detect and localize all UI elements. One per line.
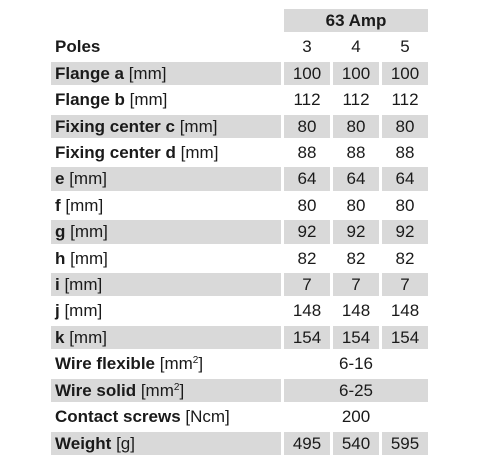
row-unit: [mm]: [60, 195, 104, 215]
row-label-cell: [51, 247, 281, 270]
row-label: i: [55, 275, 60, 295]
table-row: [51, 167, 428, 190]
table-cell: 88: [346, 143, 366, 163]
table-row: [51, 62, 428, 85]
table-cell: 80: [333, 115, 379, 138]
table-row: [51, 273, 428, 296]
row-label-cell: [51, 432, 281, 455]
table-row: [51, 194, 428, 217]
table-cell: 82: [297, 248, 317, 268]
table-row: [51, 432, 428, 455]
table-row: [51, 88, 428, 111]
row-unit: [mm]: [59, 301, 103, 321]
table-cell: 540: [333, 432, 379, 455]
table-row: [51, 141, 428, 164]
row-label-cell: [51, 326, 281, 349]
header-title: 63 Amp: [284, 9, 428, 32]
table-row: [51, 115, 428, 138]
table-cell: 154: [333, 326, 379, 349]
table-cell: 7: [284, 273, 330, 296]
table-cell: 4: [351, 37, 361, 57]
row-unit-superscript: 2: [173, 381, 180, 393]
row-label-cell: [51, 352, 281, 375]
table-row: [51, 220, 428, 243]
table-cell: 100: [284, 62, 330, 85]
table-cell: 7: [382, 273, 428, 296]
table-row: [51, 352, 428, 375]
row-label: f: [55, 195, 61, 215]
table-cell: 148: [390, 301, 420, 321]
table-cell: 82: [395, 248, 415, 268]
table-cell-merged: 6-16: [338, 354, 374, 374]
row-unit: [mm]: [174, 116, 218, 136]
table-cell: 64: [382, 167, 428, 190]
table-cell-merged: 6-25: [284, 379, 428, 402]
row-unit: [g]: [111, 433, 135, 453]
table-cell: 100: [382, 62, 428, 85]
row-label-cell: [51, 167, 281, 190]
row-unit: [mm]: [64, 327, 107, 347]
table-cell: 88: [395, 143, 415, 163]
table-cell: 7: [333, 273, 379, 296]
table-cell: 64: [284, 167, 330, 190]
table-cell: 92: [333, 220, 379, 243]
table-cell: 112: [293, 90, 321, 110]
header-blank-cell: [51, 9, 281, 32]
row-unit-superscript: 2: [192, 355, 199, 367]
row-unit: [mm]: [175, 143, 219, 163]
row-label: e: [55, 169, 65, 189]
row-unit: [mm]: [123, 63, 167, 83]
table-cell: 92: [382, 220, 428, 243]
row-unit-end: ]: [198, 354, 204, 374]
row-label: h: [55, 248, 66, 268]
row-label: Fixing center c: [55, 116, 175, 136]
table-cell: 88: [297, 143, 317, 163]
table-cell: 64: [333, 167, 379, 190]
row-label-cell: [51, 141, 281, 164]
table-row: [51, 35, 428, 58]
row-label: Poles: [55, 37, 101, 57]
row-label-cell: [51, 299, 281, 322]
table-cell: 82: [346, 248, 366, 268]
table-cell: 80: [382, 115, 428, 138]
row-label-cell: [51, 273, 281, 296]
table-cell: 80: [297, 195, 317, 215]
table-cell: 148: [341, 301, 371, 321]
row-label: Fixing center d: [55, 143, 176, 163]
table-cell: 3: [302, 37, 312, 57]
row-label: g: [55, 222, 66, 242]
row-label-cell: [51, 115, 281, 138]
row-label: j: [55, 301, 60, 321]
row-label: Weight: [55, 433, 112, 453]
table-cell: 112: [342, 90, 370, 110]
row-label: Flange b: [55, 90, 125, 110]
table-cell: 154: [382, 326, 428, 349]
row-label-cell: [51, 62, 281, 85]
table-row: [51, 379, 428, 402]
table-cell: 495: [284, 432, 330, 455]
table-cell: 154: [284, 326, 330, 349]
row-label-cell: [51, 220, 281, 243]
row-label-cell: [51, 35, 281, 58]
row-label-cell: [51, 379, 281, 402]
table-cell-merged: 200: [341, 407, 371, 427]
row-unit: [mm: [155, 354, 193, 374]
row-unit: [Ncm]: [180, 407, 230, 427]
row-label: k: [55, 327, 65, 347]
table-cell: 595: [382, 432, 428, 455]
row-unit: [mm]: [65, 248, 108, 268]
row-unit: [mm]: [64, 169, 107, 189]
table-cell: 148: [292, 301, 322, 321]
spec-table: [48, 6, 431, 458]
row-unit: [mm: [136, 380, 174, 400]
row-unit: [mm]: [124, 90, 168, 110]
table-cell: 80: [395, 195, 415, 215]
table-cell: 80: [284, 115, 330, 138]
table-row: [51, 247, 428, 270]
table-cell: 92: [284, 220, 330, 243]
table-cell: 80: [346, 195, 366, 215]
row-label-cell: [51, 405, 281, 428]
row-label: Wire flexible: [55, 354, 155, 374]
row-unit-end: ]: [179, 380, 185, 400]
row-unit: [mm]: [59, 275, 103, 295]
table-row: [51, 326, 428, 349]
row-label-cell: [51, 88, 281, 111]
table-header-row: [51, 9, 428, 32]
table-cell: 112: [391, 90, 419, 110]
row-label: Flange a: [55, 63, 124, 83]
row-label: Wire solid: [55, 380, 137, 400]
table-row: [51, 299, 428, 322]
table-cell: 5: [400, 37, 410, 57]
row-unit: [mm]: [65, 222, 108, 242]
row-label-cell: [51, 194, 281, 217]
table-cell: 100: [333, 62, 379, 85]
table-row: [51, 405, 428, 428]
row-label: Contact screws: [55, 407, 181, 427]
